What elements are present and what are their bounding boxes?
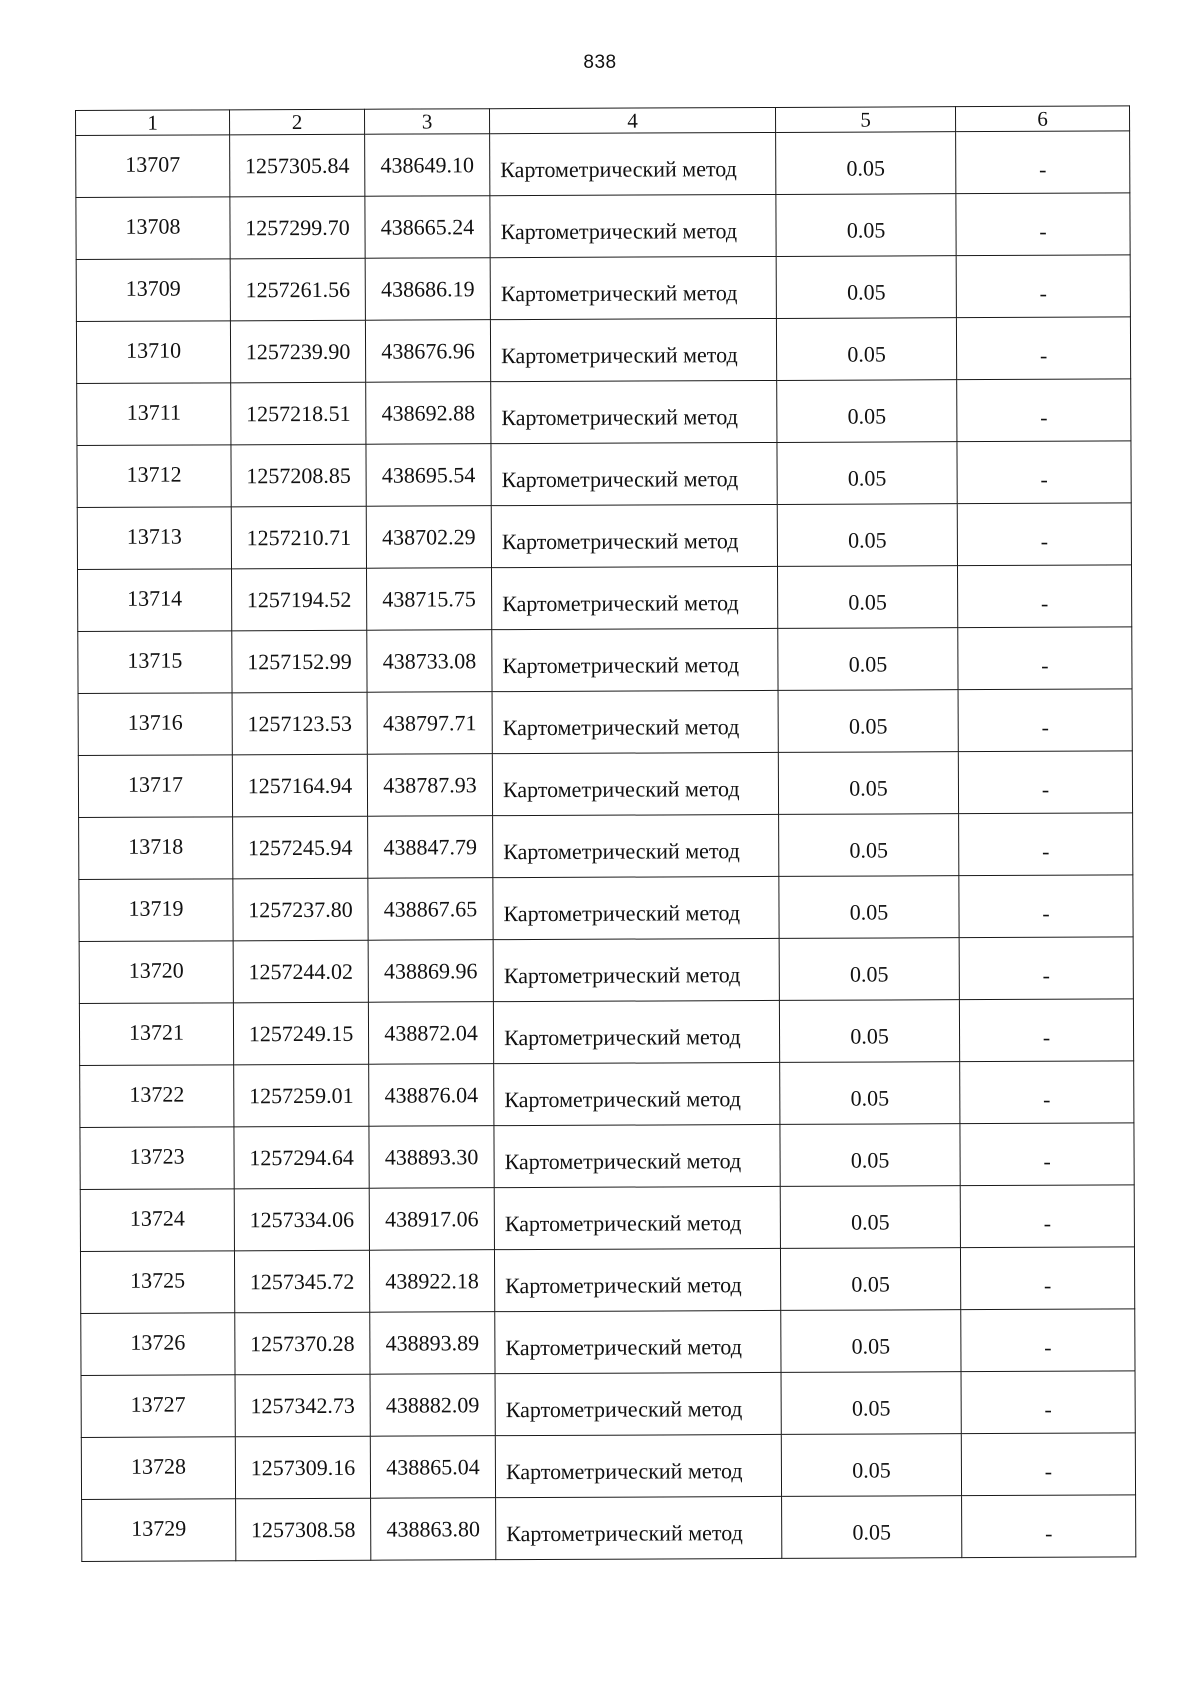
coordinate-x-cell: 1257294.64	[234, 1126, 369, 1189]
coordinate-x-cell: 1257334.06	[234, 1188, 369, 1251]
coordinate-y-cell: 438917.06	[369, 1188, 494, 1251]
coordinate-y-cell: 438893.89	[370, 1312, 495, 1375]
note-cell: -	[958, 627, 1132, 690]
coordinate-y-cell: 438702.29	[366, 506, 491, 569]
method-cell: Картометрический метод	[496, 1496, 782, 1559]
coordinate-x-cell: 1257299.70	[230, 196, 365, 259]
table-row	[76, 131, 1130, 198]
table-row	[79, 813, 1133, 880]
method-cell: Картометрический метод	[492, 752, 778, 815]
point-number-cell: 13711	[77, 383, 231, 446]
method-cell: Картометрический метод	[490, 132, 776, 195]
note-cell: -	[960, 1185, 1134, 1248]
table-row	[77, 379, 1131, 446]
coordinate-x-cell: 1257237.80	[233, 878, 368, 941]
coordinate-x-cell: 1257345.72	[234, 1250, 369, 1313]
method-cell: Картометрический метод	[491, 380, 777, 443]
column-header: 1	[76, 110, 230, 136]
table-row	[76, 255, 1130, 322]
coordinates-table	[75, 105, 1136, 1562]
point-number-cell: 13725	[80, 1251, 234, 1314]
point-number-cell: 13729	[82, 1499, 236, 1562]
note-cell: -	[958, 689, 1132, 752]
coordinate-y-cell: 438893.30	[369, 1126, 494, 1189]
table-row	[81, 1433, 1135, 1500]
table-row	[79, 875, 1133, 942]
coordinate-y-cell: 438715.75	[367, 568, 492, 631]
coordinate-y-cell: 438882.09	[370, 1374, 495, 1437]
coordinate-y-cell: 438692.88	[366, 382, 491, 445]
coordinate-x-cell: 1257152.99	[232, 630, 367, 693]
note-cell: -	[960, 1123, 1134, 1186]
coordinate-x-cell: 1257239.90	[230, 320, 365, 383]
coordinate-y-cell: 438649.10	[365, 134, 490, 197]
note-cell: -	[956, 193, 1130, 256]
coordinate-x-cell: 1257342.73	[235, 1374, 370, 1437]
table-row	[81, 1371, 1135, 1438]
note-cell: -	[961, 1433, 1135, 1496]
accuracy-cell: 0.05	[777, 566, 957, 629]
note-cell: -	[960, 1061, 1134, 1124]
accuracy-cell: 0.05	[778, 752, 958, 815]
note-cell: -	[960, 1247, 1134, 1310]
coordinate-x-cell: 1257194.52	[232, 568, 367, 631]
point-number-cell: 13718	[79, 817, 233, 880]
method-cell: Картометрический метод	[493, 938, 779, 1001]
accuracy-cell: 0.05	[779, 876, 959, 939]
method-cell: Картометрический метод	[490, 318, 776, 381]
accuracy-cell: 0.05	[781, 1372, 961, 1435]
table-row	[78, 565, 1132, 632]
coordinate-y-cell: 438865.04	[370, 1436, 495, 1499]
coordinate-x-cell: 1257164.94	[232, 754, 367, 817]
coordinate-x-cell: 1257210.71	[231, 506, 366, 569]
point-number-cell: 13708	[76, 197, 230, 260]
coordinate-y-cell: 438665.24	[365, 196, 490, 259]
table-row	[78, 627, 1132, 694]
accuracy-cell: 0.05	[780, 1248, 960, 1311]
point-number-cell: 13727	[81, 1375, 235, 1438]
coordinate-x-cell: 1257123.53	[232, 692, 367, 755]
table-row	[77, 503, 1131, 570]
accuracy-cell: 0.05	[777, 380, 957, 443]
accuracy-cell: 0.05	[779, 1000, 959, 1063]
coordinate-y-cell: 438922.18	[369, 1250, 494, 1313]
method-cell: Картометрический метод	[490, 194, 776, 257]
method-cell: Картометрический метод	[493, 876, 779, 939]
method-cell: Картометрический метод	[494, 1248, 780, 1311]
note-cell: -	[959, 813, 1133, 876]
note-cell: -	[957, 441, 1131, 504]
coordinate-y-cell: 438686.19	[365, 258, 490, 321]
method-cell: Картометрический метод	[495, 1310, 781, 1373]
column-header: 6	[955, 106, 1129, 132]
point-number-cell: 13710	[76, 321, 230, 384]
coordinate-y-cell: 438787.93	[367, 754, 492, 817]
coordinate-y-cell: 438867.65	[368, 878, 493, 941]
coordinate-y-cell: 438863.80	[371, 1498, 496, 1561]
note-cell: -	[956, 255, 1130, 318]
accuracy-cell: 0.05	[777, 504, 957, 567]
note-cell: -	[958, 751, 1132, 814]
table-row	[80, 1123, 1134, 1190]
method-cell: Картометрический метод	[493, 1000, 779, 1063]
accuracy-cell: 0.05	[782, 1496, 962, 1559]
accuracy-cell: 0.05	[780, 1062, 960, 1125]
table-row	[77, 441, 1131, 508]
point-number-cell: 13726	[81, 1313, 235, 1376]
method-cell: Картометрический метод	[494, 1124, 780, 1187]
coordinate-x-cell: 1257308.58	[236, 1498, 371, 1561]
note-cell: -	[959, 875, 1133, 938]
table-row	[80, 1061, 1134, 1128]
accuracy-cell: 0.05	[779, 814, 959, 877]
note-cell: -	[961, 1309, 1135, 1372]
table-row	[82, 1495, 1136, 1562]
point-number-cell: 13720	[79, 941, 233, 1004]
note-cell: -	[962, 1495, 1136, 1558]
note-cell: -	[957, 379, 1131, 442]
method-cell: Картометрический метод	[490, 256, 776, 319]
coordinate-x-cell: 1257245.94	[233, 816, 368, 879]
coordinate-x-cell: 1257261.56	[230, 258, 365, 321]
coordinate-x-cell: 1257309.16	[235, 1436, 370, 1499]
accuracy-cell: 0.05	[778, 628, 958, 691]
point-number-cell: 13724	[80, 1189, 234, 1252]
coordinate-x-cell: 1257244.02	[233, 940, 368, 1003]
accuracy-cell: 0.05	[777, 442, 957, 505]
note-cell: -	[956, 131, 1130, 194]
table-body	[76, 131, 1136, 1562]
method-cell: Картометрический метод	[491, 442, 777, 505]
accuracy-cell: 0.05	[776, 132, 956, 195]
page-number: 838	[583, 52, 617, 73]
point-number-cell: 13709	[76, 259, 230, 322]
coordinate-y-cell: 438676.96	[365, 320, 490, 383]
method-cell: Картометрический метод	[492, 628, 778, 691]
column-header: 3	[364, 109, 489, 135]
point-number-cell: 13717	[78, 755, 232, 818]
point-number-cell: 13713	[77, 507, 231, 570]
coordinate-x-cell: 1257370.28	[235, 1312, 370, 1375]
note-cell: -	[957, 503, 1131, 566]
accuracy-cell: 0.05	[781, 1310, 961, 1373]
point-number-cell: 13716	[78, 693, 232, 756]
coordinate-x-cell: 1257249.15	[233, 1002, 368, 1065]
accuracy-cell: 0.05	[778, 690, 958, 753]
table-row	[78, 751, 1132, 818]
note-cell: -	[959, 937, 1133, 1000]
table-row	[80, 1247, 1134, 1314]
note-cell: -	[961, 1371, 1135, 1434]
method-cell: Картометрический метод	[494, 1062, 780, 1125]
coordinate-x-cell: 1257305.84	[230, 134, 365, 197]
point-number-cell: 13728	[81, 1437, 235, 1500]
column-header: 4	[489, 107, 775, 133]
coordinate-x-cell: 1257208.85	[231, 444, 366, 507]
coordinate-y-cell: 438872.04	[368, 1002, 493, 1065]
accuracy-cell: 0.05	[779, 938, 959, 1001]
accuracy-cell: 0.05	[776, 318, 956, 381]
accuracy-cell: 0.05	[776, 256, 956, 319]
method-cell: Картометрический метод	[495, 1372, 781, 1435]
accuracy-cell: 0.05	[780, 1124, 960, 1187]
point-number-cell: 13715	[78, 631, 232, 694]
method-cell: Картометрический метод	[492, 690, 778, 753]
point-number-cell: 13714	[78, 569, 232, 632]
column-header: 2	[230, 109, 365, 135]
table-row	[80, 1185, 1134, 1252]
method-cell: Картометрический метод	[491, 504, 777, 567]
point-number-cell: 13723	[80, 1127, 234, 1190]
coordinate-y-cell: 438847.79	[368, 816, 493, 879]
note-cell: -	[957, 565, 1131, 628]
coordinate-y-cell: 438797.71	[367, 692, 492, 755]
table-row	[79, 937, 1133, 1004]
coordinate-y-cell: 438733.08	[367, 630, 492, 693]
method-cell: Картометрический метод	[492, 566, 778, 629]
accuracy-cell: 0.05	[781, 1434, 961, 1497]
column-header: 5	[775, 107, 955, 133]
coordinate-y-cell: 438869.96	[368, 940, 493, 1003]
coordinate-y-cell: 438695.54	[366, 444, 491, 507]
coordinate-y-cell: 438876.04	[369, 1064, 494, 1127]
note-cell: -	[956, 317, 1130, 380]
method-cell: Картометрический метод	[494, 1186, 780, 1249]
method-cell: Картометрический метод	[493, 814, 779, 877]
coordinate-x-cell: 1257218.51	[231, 382, 366, 445]
table-row	[76, 193, 1130, 260]
point-number-cell: 13721	[79, 1003, 233, 1066]
point-number-cell: 13712	[77, 445, 231, 508]
accuracy-cell: 0.05	[776, 194, 956, 257]
table-row	[76, 317, 1130, 384]
table-row	[79, 999, 1133, 1066]
point-number-cell: 13722	[80, 1065, 234, 1128]
coordinate-x-cell: 1257259.01	[234, 1064, 369, 1127]
point-number-cell: 13707	[76, 135, 230, 198]
note-cell: -	[959, 999, 1133, 1062]
method-cell: Картометрический метод	[495, 1434, 781, 1497]
table-row	[81, 1309, 1135, 1376]
point-number-cell: 13719	[79, 879, 233, 942]
table-row	[78, 689, 1132, 756]
accuracy-cell: 0.05	[780, 1186, 960, 1249]
